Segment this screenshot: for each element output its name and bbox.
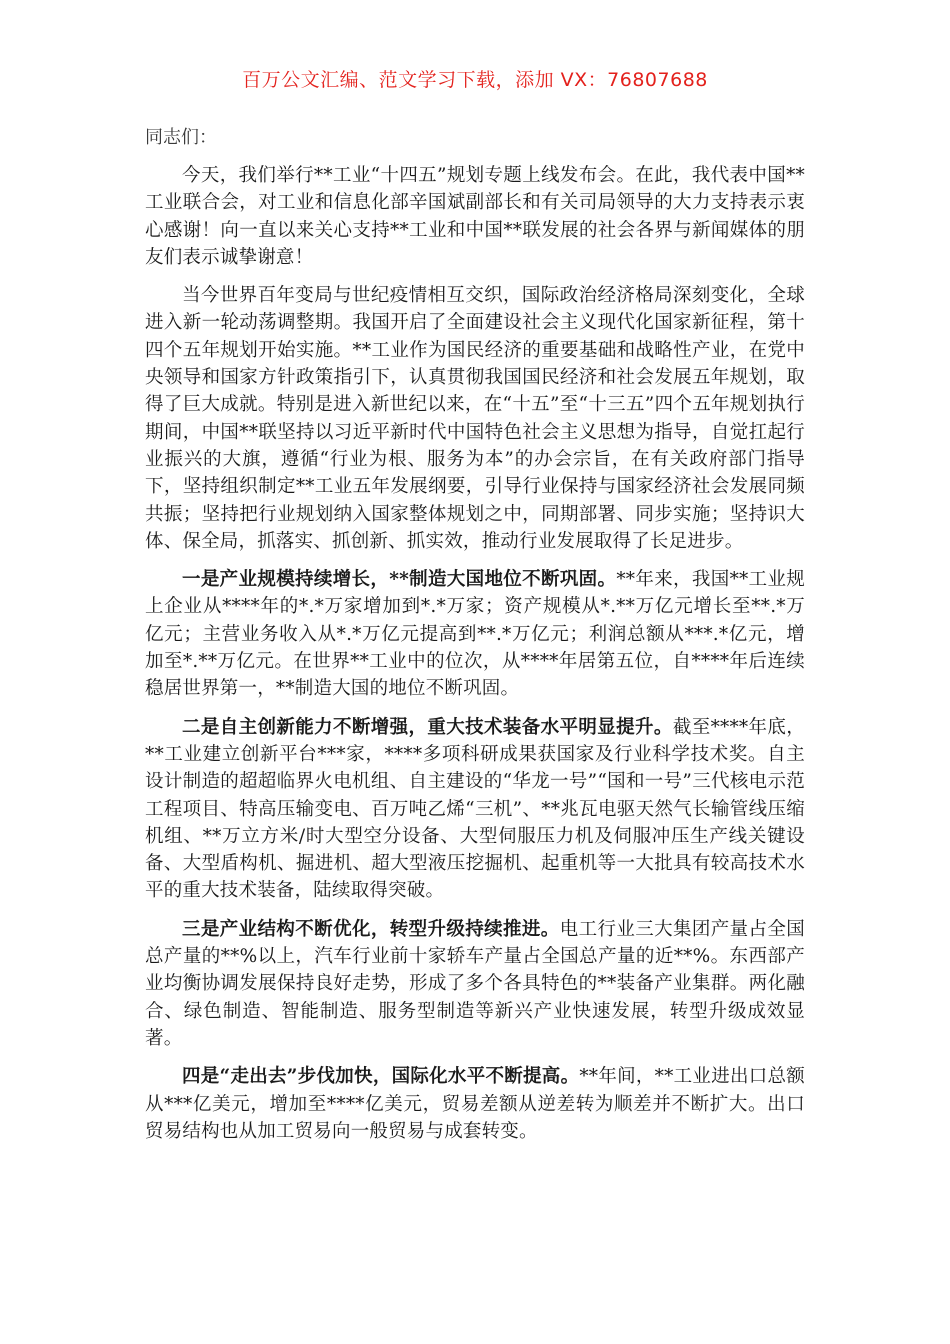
paragraph-text: 截至****年底，**工业建立创新平台***家，****多项科研成果获国家及行业科学技术奖。自主设计制造的超超临界火电机组、自主建设的“华龙一号”“国和一号”三代核电示范工程项目、特高压输变电、百万吨乙烯“三机”、**兆瓦电驱天然气长输管线压缩机组、**万立方米/时大型空分设备、大型伺服压力机及伺服冲压生产线关键设备、大型盾构机、掘进机、超大型液压挖掘机、起重机等一大批具有较高技术水平的重大技术装备，陆续取得突破。 bbox=[145, 716, 805, 902]
paragraph-text: 今天，我们举行**工业“十四五”规划专题上线发布会。在此，我代表中国**工业联合会，对工业和信息化部辛国斌副部长和有关司局领导的大力支持表示衷心感谢！向一直以来关心支持**工业和中国**联发展的社会各界与新闻媒体的朋友们表示诚挚谢意！ bbox=[145, 165, 805, 268]
paragraph-lead: 一是产业规模持续增长，**制造大国地位不断巩固。 bbox=[182, 569, 617, 591]
paragraph-lead: 二是自主创新能力不断增强，重大技术装备水平明显提升。 bbox=[182, 716, 673, 738]
paragraph-text: 当今世界百年变局与世纪疫情相互交织，国际政治经济格局深刻变化，全球进入新一轮动荡调整期。我国开启了全面建设社会主义现代化国家新征程，第十四个五年规划开始实施。**工业作为国民经济的重要基础和战略性产业，在党中央领导和国家方针政策指引下，认真贯彻我国国民经济和社会发展五年规划，取得了巨大成就。特别是进入新世纪以来，在“十五”至“十三五”四个五年规划执行期间，中国**联坚持以习近平新时代中国特色社会主义思想为指导，自觉扛起行业振兴的大旗，遵循“行业为根、服务为本”的办会宗旨，在有关政府部门指导下，坚持组织制定**工业五年发展纲要，引导行业保持与国家经济社会发展同频共振；坚持把行业规划纳入国家整体规划之中，同期部署、同步实施；坚持识大体、保全局，抓落实、抓创新、抓实效，推动行业发展取得了长足进步。 bbox=[145, 285, 805, 552]
paragraph-point-1 bbox=[145, 566, 805, 702]
paragraph-text: 电工行业三大集团产量占全国总产量的**%以上，汽车行业前十家轿车产量占全国总产量的近**%。东西部产业均衡协调发展保持良好走势，形成了多个各具特色的**装备产业集群。两化融合、绿色制造、智能制造、服务型制造等新兴产业快速发展，转型升级成效显著。 bbox=[145, 918, 805, 1049]
paragraph-opening bbox=[145, 162, 805, 271]
paragraph-lead: 四是“走出去”步伐加快，国际化水平不断提高。 bbox=[182, 1066, 580, 1088]
document-body bbox=[145, 124, 805, 1156]
paragraph-point-4 bbox=[145, 1063, 805, 1145]
header-banner: 百万公文汇编、范文学习下载，添加 VX：76807688 bbox=[242, 69, 708, 91]
paragraph-point-2 bbox=[145, 714, 805, 905]
paragraph-background bbox=[145, 282, 805, 555]
paragraph-text: **年来，我国**工业规上企业从****年的*.*万家增加到*.*万家；资产规模从*.**万亿元增长至**.*万亿元；主营业务收入从*.*万亿元提高到**.*万亿元；利润总额从***.*亿元，增加至*.**万亿元。在世界**工业中的位次，从****年居第五位，自****年后连续稳居世界第一，**制造大国的地位不断巩固。 bbox=[145, 569, 805, 700]
greeting: 同志们： bbox=[145, 127, 217, 148]
paragraph-text: **年间，**工业进出口总额从***亿美元，增加至****亿美元，贸易差额从逆差转为顺差并不断扩大。出口贸易结构也从加工贸易向一般贸易与成套转变。 bbox=[145, 1066, 805, 1142]
paragraph-lead: 三是产业结构不断优化，转型升级持续推进。 bbox=[182, 918, 560, 940]
paragraph-point-3 bbox=[145, 916, 805, 1052]
